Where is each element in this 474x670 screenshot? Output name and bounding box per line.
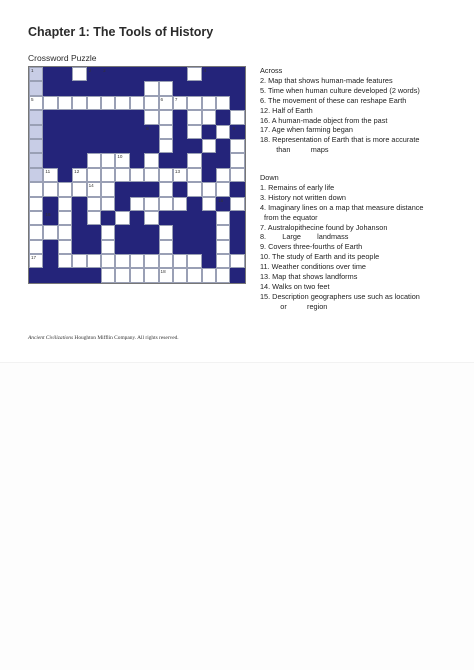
black-cell	[216, 197, 230, 211]
black-cell	[230, 268, 244, 282]
black-cell	[72, 225, 86, 239]
clue-number: 11	[45, 168, 51, 174]
black-cell	[115, 225, 129, 239]
black-cell	[202, 67, 216, 81]
down-clue: 7. Australopithecine found by Johanson	[260, 222, 388, 232]
down-clue: 4. Imaginary lines on a map that measure distance	[260, 202, 424, 212]
answer-cell[interactable]	[29, 197, 43, 211]
page-title: Chapter 1: The Tools of History	[28, 25, 214, 39]
answer-cell[interactable]	[216, 211, 230, 225]
crossword-grid	[28, 66, 246, 284]
down-clue: 9. Covers three-fourths of Earth	[260, 242, 363, 252]
clue-number: 13	[174, 168, 181, 174]
black-cell	[43, 197, 57, 211]
black-cell	[87, 240, 101, 254]
black-cell	[216, 153, 230, 167]
black-cell	[144, 182, 158, 196]
answer-cell[interactable]	[230, 139, 244, 153]
answer-cell[interactable]	[216, 240, 230, 254]
black-cell	[87, 110, 101, 124]
black-cell	[144, 240, 158, 254]
answer-cell[interactable]	[202, 268, 216, 282]
answer-cell[interactable]	[144, 81, 158, 95]
answer-cell[interactable]	[216, 254, 230, 268]
down-heading: Down	[260, 173, 279, 182]
black-cell	[72, 125, 86, 139]
answer-cell[interactable]	[187, 110, 201, 124]
answer-cell[interactable]	[187, 125, 201, 139]
answer-cell[interactable]	[115, 211, 129, 225]
answer-cell[interactable]	[173, 268, 187, 282]
across-clue: 18. Representation of Earth that is more accurate	[260, 135, 420, 145]
answer-cell[interactable]	[29, 153, 43, 167]
black-cell	[230, 67, 244, 81]
black-cell	[202, 225, 216, 239]
answer-cell[interactable]	[130, 254, 144, 268]
answer-cell[interactable]	[159, 225, 173, 239]
across-clues	[260, 66, 420, 155]
black-cell	[187, 240, 201, 254]
black-cell	[58, 139, 72, 153]
down-clue: 11. Weather conditions over time	[260, 262, 366, 272]
clue-number: 2	[88, 68, 92, 73]
black-cell	[115, 110, 129, 124]
black-cell	[130, 182, 144, 196]
black-cell	[187, 225, 201, 239]
across-clue: 17. Age when farming began	[260, 125, 353, 135]
black-cell	[216, 139, 230, 153]
black-cell	[144, 67, 158, 81]
black-cell	[230, 240, 244, 254]
across-clue: than maps	[260, 145, 329, 155]
answer-cell[interactable]	[29, 168, 43, 182]
across-clue-list	[260, 76, 420, 155]
black-cell	[87, 268, 101, 282]
answer-cell[interactable]	[29, 139, 43, 153]
answer-cell[interactable]	[130, 197, 144, 211]
black-cell	[72, 139, 86, 153]
black-cell	[144, 225, 158, 239]
black-cell	[159, 211, 173, 225]
answer-cell[interactable]	[72, 182, 86, 196]
answer-cell[interactable]	[187, 153, 201, 167]
answer-cell[interactable]	[130, 96, 144, 110]
answer-cell[interactable]	[29, 182, 43, 196]
answer-cell[interactable]	[187, 168, 201, 182]
answer-cell[interactable]	[87, 168, 101, 182]
black-cell	[230, 225, 244, 239]
black-cell	[115, 67, 129, 81]
black-cell	[115, 197, 129, 211]
answer-cell[interactable]	[216, 225, 230, 239]
answer-cell[interactable]	[115, 268, 129, 282]
answer-cell[interactable]	[58, 225, 72, 239]
clue-number: 17	[31, 255, 37, 261]
black-cell	[43, 67, 57, 81]
black-cell	[58, 268, 72, 282]
answer-cell[interactable]	[144, 96, 158, 110]
clue-number: 5	[31, 96, 34, 102]
black-cell	[159, 67, 173, 81]
answer-cell[interactable]	[130, 168, 144, 182]
answer-cell[interactable]	[29, 254, 43, 268]
answer-cell[interactable]	[101, 197, 115, 211]
black-cell	[72, 110, 86, 124]
answer-cell[interactable]	[230, 197, 244, 211]
answer-cell[interactable]	[173, 197, 187, 211]
answer-cell[interactable]	[202, 96, 216, 110]
answer-cell[interactable]	[144, 211, 158, 225]
black-cell	[115, 81, 129, 95]
black-cell	[144, 125, 158, 139]
black-cell	[187, 139, 201, 153]
answer-cell[interactable]	[72, 96, 86, 110]
answer-cell[interactable]	[230, 153, 244, 167]
black-cell	[187, 197, 201, 211]
answer-cell[interactable]	[58, 96, 72, 110]
black-cell	[130, 240, 144, 254]
black-cell	[115, 240, 129, 254]
down-clue: or region	[260, 301, 328, 311]
answer-cell[interactable]	[187, 67, 201, 81]
black-cell	[43, 110, 57, 124]
answer-cell[interactable]	[144, 268, 158, 282]
black-cell	[72, 268, 86, 282]
black-cell	[230, 96, 244, 110]
answer-cell[interactable]	[230, 110, 244, 124]
answer-cell[interactable]	[159, 110, 173, 124]
answer-cell[interactable]	[144, 153, 158, 167]
black-cell	[230, 211, 244, 225]
answer-cell[interactable]	[202, 182, 216, 196]
across-clue: 6. The movement of these can reshape Earth	[260, 95, 407, 105]
answer-cell[interactable]	[43, 182, 57, 196]
black-cell	[58, 81, 72, 95]
black-cell	[230, 125, 244, 139]
copyright-footer	[28, 335, 179, 341]
answer-cell[interactable]	[187, 268, 201, 282]
black-cell	[230, 81, 244, 95]
clue-number: 6	[160, 96, 164, 102]
black-cell	[202, 125, 216, 139]
clue-number: 1	[31, 68, 34, 73]
black-cell	[43, 268, 57, 282]
black-cell	[216, 110, 230, 124]
black-cell	[43, 240, 57, 254]
answer-cell[interactable]	[29, 211, 43, 225]
black-cell	[43, 125, 57, 139]
answer-cell[interactable]	[72, 168, 86, 182]
black-cell	[87, 225, 101, 239]
clue-number: 12	[74, 168, 80, 174]
clue-number: 8	[146, 125, 149, 131]
black-cell	[58, 168, 72, 182]
clue-number: 9	[232, 125, 236, 131]
answer-cell[interactable]	[43, 168, 57, 182]
down-clue: 3. History not written down	[260, 192, 346, 202]
black-cell	[173, 139, 187, 153]
answer-cell[interactable]	[58, 254, 72, 268]
answer-cell[interactable]	[101, 240, 115, 254]
black-cell	[101, 67, 115, 81]
answer-cell[interactable]	[101, 225, 115, 239]
down-clue-list	[260, 183, 423, 312]
answer-cell[interactable]	[144, 168, 158, 182]
answer-cell[interactable]	[115, 254, 129, 268]
answer-cell[interactable]	[101, 168, 115, 182]
black-cell	[101, 211, 115, 225]
answer-cell[interactable]	[87, 211, 101, 225]
down-clue: 15. Description geographers use such as location	[260, 291, 420, 301]
answer-cell[interactable]	[159, 81, 173, 95]
down-clue: 14. Walks on two feet	[260, 281, 330, 291]
answer-cell[interactable]	[159, 254, 173, 268]
answer-cell[interactable]	[29, 240, 43, 254]
clue-number: 14	[88, 183, 94, 189]
black-cell	[58, 67, 72, 81]
down-clue: 8. Large landmass	[260, 232, 349, 242]
black-cell	[29, 268, 43, 282]
clue-number: 15	[218, 197, 224, 203]
answer-cell[interactable]	[101, 254, 115, 268]
answer-cell[interactable]	[87, 254, 101, 268]
answer-cell[interactable]	[29, 125, 43, 139]
across-clue: 2. Map that shows human-made features	[260, 75, 393, 85]
answer-cell[interactable]	[87, 197, 101, 211]
answer-cell[interactable]	[29, 225, 43, 239]
black-cell	[159, 153, 173, 167]
answer-cell[interactable]	[58, 240, 72, 254]
answer-cell[interactable]	[43, 96, 57, 110]
answer-cell[interactable]	[29, 96, 43, 110]
black-cell	[101, 110, 115, 124]
black-cell	[216, 67, 230, 81]
answer-cell[interactable]	[230, 254, 244, 268]
black-cell	[173, 211, 187, 225]
answer-cell[interactable]	[72, 254, 86, 268]
across-heading: Across	[260, 66, 283, 75]
black-cell	[216, 81, 230, 95]
answer-cell[interactable]	[202, 139, 216, 153]
black-cell	[230, 182, 244, 196]
black-cell	[144, 139, 158, 153]
answer-cell[interactable]	[144, 197, 158, 211]
black-cell	[130, 81, 144, 95]
black-cell	[202, 168, 216, 182]
down-clue: 13. Map that shows landforms	[260, 272, 358, 282]
down-clue: 1. Remains of early life	[260, 182, 335, 192]
black-cell	[72, 81, 86, 95]
answer-cell[interactable]	[187, 254, 201, 268]
black-cell	[202, 240, 216, 254]
black-cell	[58, 125, 72, 139]
answer-cell[interactable]	[159, 182, 173, 196]
black-cell	[130, 211, 144, 225]
answer-cell[interactable]	[159, 125, 173, 139]
black-cell	[202, 211, 216, 225]
black-cell	[43, 81, 57, 95]
answer-cell[interactable]	[130, 268, 144, 282]
black-cell	[130, 225, 144, 239]
black-cell	[130, 125, 144, 139]
answer-cell[interactable]	[29, 67, 43, 81]
answer-cell[interactable]	[29, 81, 43, 95]
clue-number: 3	[102, 68, 106, 73]
answer-cell[interactable]	[159, 240, 173, 254]
answer-cell[interactable]	[58, 197, 72, 211]
answer-cell[interactable]	[216, 125, 230, 139]
black-cell	[58, 110, 72, 124]
across-clue: 5. Time when human culture developed (2 words)	[260, 85, 420, 95]
black-cell	[43, 211, 57, 225]
answer-cell[interactable]	[173, 168, 187, 182]
answer-cell[interactable]	[115, 168, 129, 182]
black-cell	[187, 211, 201, 225]
answer-cell[interactable]	[29, 110, 43, 124]
answer-cell[interactable]	[216, 182, 230, 196]
answer-cell[interactable]	[159, 139, 173, 153]
clue-number: 18	[160, 269, 166, 275]
answer-cell[interactable]	[159, 197, 173, 211]
answer-cell[interactable]	[202, 197, 216, 211]
answer-cell[interactable]	[230, 168, 244, 182]
black-cell	[173, 153, 187, 167]
black-cell	[130, 67, 144, 81]
answer-cell[interactable]	[87, 96, 101, 110]
black-cell	[72, 153, 86, 167]
black-cell	[187, 81, 201, 95]
answer-cell[interactable]	[87, 153, 101, 167]
black-cell	[87, 125, 101, 139]
black-cell	[173, 81, 187, 95]
black-cell	[87, 67, 101, 81]
black-cell	[87, 139, 101, 153]
answer-cell[interactable]	[202, 110, 216, 124]
answer-cell[interactable]	[101, 268, 115, 282]
black-cell	[72, 211, 86, 225]
answer-cell[interactable]	[101, 96, 115, 110]
black-cell	[101, 81, 115, 95]
section-subtitle: Crossword Puzzle	[28, 53, 97, 63]
down-clue: 10. The study of Earth and its people	[260, 252, 380, 262]
black-cell	[115, 139, 129, 153]
black-cell	[173, 182, 187, 196]
clue-number: 10	[117, 154, 123, 160]
answer-cell[interactable]	[216, 96, 230, 110]
answer-cell[interactable]	[87, 182, 101, 196]
answer-cell[interactable]	[144, 254, 158, 268]
black-cell	[173, 67, 187, 81]
black-cell	[87, 81, 101, 95]
answer-cell[interactable]	[159, 268, 173, 282]
across-clue: 12. Half of Earth	[260, 105, 313, 115]
answer-cell[interactable]	[58, 182, 72, 196]
black-cell	[101, 139, 115, 153]
black-cell	[58, 153, 72, 167]
black-cell	[72, 240, 86, 254]
answer-cell[interactable]	[159, 96, 173, 110]
answer-cell[interactable]	[101, 182, 115, 196]
black-cell	[202, 81, 216, 95]
black-cell	[115, 125, 129, 139]
black-cell	[43, 139, 57, 153]
answer-cell[interactable]	[43, 225, 57, 239]
blank-page-area	[0, 362, 474, 670]
answer-cell[interactable]	[187, 182, 201, 196]
answer-cell[interactable]	[187, 96, 201, 110]
answer-cell[interactable]	[144, 110, 158, 124]
black-cell	[173, 240, 187, 254]
answer-cell[interactable]	[173, 96, 187, 110]
down-clue: from the equator	[260, 212, 318, 222]
black-cell	[43, 153, 57, 167]
black-cell	[130, 110, 144, 124]
black-cell	[202, 153, 216, 167]
black-cell	[101, 125, 115, 139]
footer-book-title: Ancient Civilizations	[28, 335, 74, 341]
across-clue: 16. A human-made object from the past	[260, 115, 388, 125]
down-clues	[260, 173, 423, 312]
answer-cell[interactable]	[159, 168, 173, 182]
black-cell	[202, 254, 216, 268]
black-cell	[173, 225, 187, 239]
clue-number: 7	[174, 96, 178, 102]
black-cell	[173, 125, 187, 139]
answer-cell[interactable]	[115, 153, 129, 167]
answer-cell[interactable]	[115, 96, 129, 110]
black-cell	[115, 182, 129, 196]
black-cell	[173, 110, 187, 124]
black-cell	[130, 139, 144, 153]
clue-number: 16	[45, 211, 51, 217]
black-cell	[72, 197, 86, 211]
black-cell	[43, 254, 57, 268]
answer-cell[interactable]	[216, 268, 230, 282]
footer-copyright-text: Houghton Mifflin Company. All rights reserved.	[73, 335, 179, 341]
answer-cell[interactable]	[101, 153, 115, 167]
answer-cell[interactable]	[216, 168, 230, 182]
black-cell	[130, 153, 144, 167]
clue-number: 4	[203, 68, 207, 73]
answer-cell[interactable]	[58, 211, 72, 225]
answer-cell[interactable]	[173, 254, 187, 268]
answer-cell[interactable]	[72, 67, 86, 81]
